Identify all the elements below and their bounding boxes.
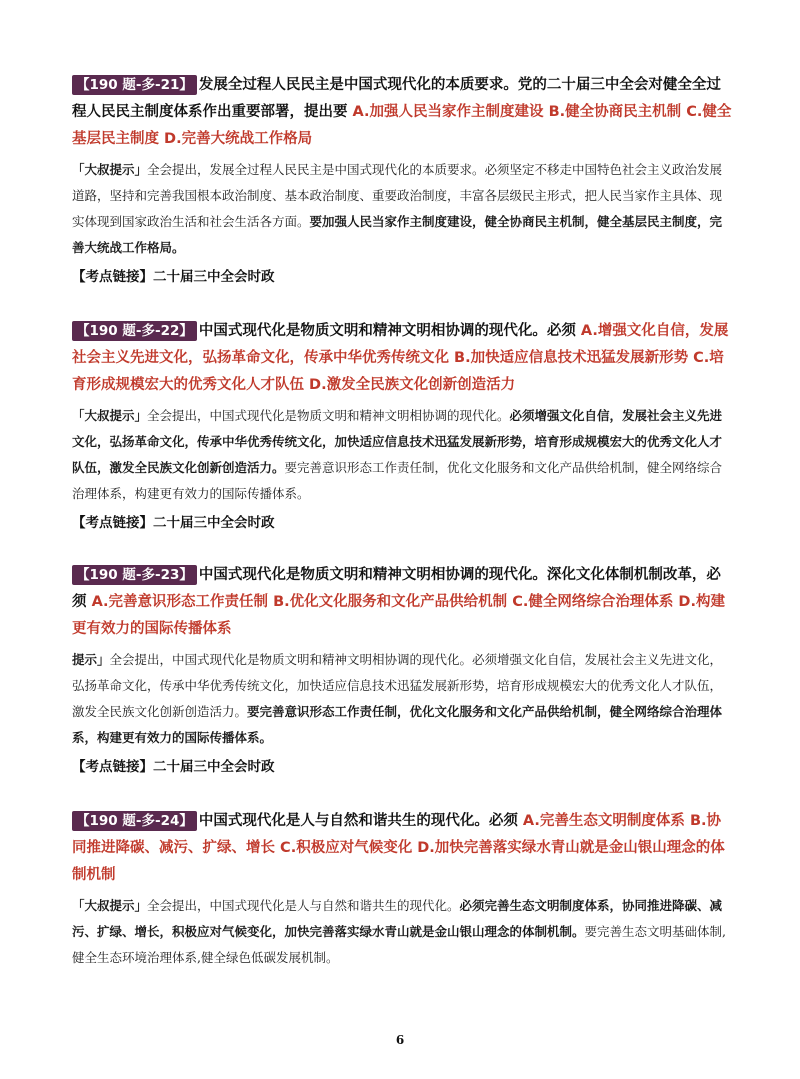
question-tag: 【190 题-多-23】 [72, 565, 197, 585]
question-stem: 【190 题-多-24】 中国式现代化是人与自然和谐共生的现代化。必须 A.完善生态文明制度体系 B.协同推进降碳、减污、扩绿、增长 C.积极应对气候变化 D.加快完善落实绿水青山就是金山银山理念的体制机制 [72, 813, 725, 883]
question-options: A.完善生态文明制度体系 B.协同推进降碳、减污、扩绿、增长 C.积极应对气候变化 D.加快完善落实绿水青山就是金山银山理念的体制机制 [72, 813, 725, 883]
hint-label: 提示」 [72, 652, 110, 667]
hint-label: 「大叔提示」 [72, 408, 148, 423]
knowledge-link: 【考点链接】二十届三中全会时政 [72, 269, 275, 285]
question-block-24 [72, 808, 732, 971]
hint-label: 「大叔提示」 [72, 162, 148, 177]
question-block-22 [72, 318, 732, 535]
explanation: 「大叔提示」全会提出，发展全过程人民民主是中国式现代化的本质要求。必须坚定不移走中国特色社会主义政治发展道路，坚持和完善我国根本政治制度、基本政治制度、重要政治制度，丰富各层级民主形式，把人民当家作主具体、现实体现到国家政治生活和社会生活各方面。要加强人民当家作主制度建设，健全协商民主机制，健全基层民主制度，完善大统战工作格局。 [72, 162, 723, 255]
question-block-23 [72, 562, 732, 779]
explanation: 「大叔提示」全会提出，中国式现代化是物质文明和精神文明相协调的现代化。必须增强文化自信，发展社会主义先进文化，弘扬革命文化，传承中华优秀传统文化，加快适应信息技术迅猛发展新形势，培育形成规模宏大的优秀文化人才队伍，激发全民族文化创新创造活力。要完善意识形态工作责任制，优化文化服务和文化产品供给机制，健全网络综合治理体系，构建更有效力的国际传播体系。 [72, 408, 723, 501]
question-tag: 【190 题-多-21】 [72, 75, 197, 95]
hint-label: 「大叔提示」 [72, 898, 148, 913]
knowledge-link: 【考点链接】二十届三中全会时政 [72, 759, 275, 775]
question-options: A.完善意识形态工作责任制 B.优化文化服务和文化产品供给机制 C.健全网络综合治理体系 D.构建更有效力的国际传播体系 [72, 594, 725, 637]
page-number: 6 [395, 1033, 405, 1047]
question-stem: 【190 题-多-23】 中国式现代化是物质文明和精神文明相协调的现代化。深化文化体制机制改革，必须 A.完善意识形态工作责任制 B.优化文化服务和文化产品供给机制 C.健全网络综合治理体系 D.构建更有效力的国际传播体系 [72, 567, 725, 637]
explanation: 「大叔提示」全会提出，中国式现代化是人与自然和谐共生的现代化。必须完善生态文明制度体系，协同推进降碳、减污、扩绿、增长，积极应对气候变化，加快完善落实绿水青山就是金山银山理念的体制机制。要完善生态文明基础体制,健全生态环境治理体系,健全绿色低碳发展机制。 [72, 898, 726, 965]
question-tag: 【190 题-多-24】 [72, 811, 197, 831]
explanation: 提示」全会提出，中国式现代化是物质文明和精神文明相协调的现代化。必须增强文化自信，发展社会主义先进文化，弘扬革命文化，传承中华优秀传统文化，加快适应信息技术迅猛发展新形势，培育形成规模宏大的优秀文化人才队伍，激发全民族文化创新创造活力。要完善意识形态工作责任制，优化文化服务和文化产品供给机制，健全网络综合治理体系，构建更有效力的国际传播体系。 [72, 652, 723, 745]
question-block-21 [72, 72, 732, 289]
question-stem: 【190 题-多-21】 发展全过程人民民主是中国式现代化的本质要求。党的二十届三中全会对健全全过程人民民主制度体系作出重要部署，提出要 A.加强人民当家作主制度建设 B.健全协商民主机制 C.健全基层民主制度 D.完善大统战工作格局 [72, 77, 732, 147]
question-options: A.增强文化自信，发展社会主义先进文化，弘扬革命文化，传承中华优秀传统文化 B.加快适应信息技术迅猛发展新形势 C.培育形成规模宏大的优秀文化人才队伍 D.激发全民族文化创新创造活力 [72, 323, 729, 393]
knowledge-link: 【考点链接】二十届三中全会时政 [72, 515, 275, 531]
question-options: A.加强人民当家作主制度建设 B.健全协商民主机制 C.健全基层民主制度 D.完善大统战工作格局 [72, 104, 732, 147]
question-stem: 【190 题-多-22】 中国式现代化是物质文明和精神文明相协调的现代化。必须 A.增强文化自信，发展社会主义先进文化，弘扬革命文化，传承中华优秀传统文化 B.加快适应信息技术迅猛发展新形势 C.培育形成规模宏大的优秀文化人才队伍 D.激发全民族文化创新创造活力 [72, 323, 729, 393]
question-tag: 【190 题-多-22】 [72, 321, 197, 341]
